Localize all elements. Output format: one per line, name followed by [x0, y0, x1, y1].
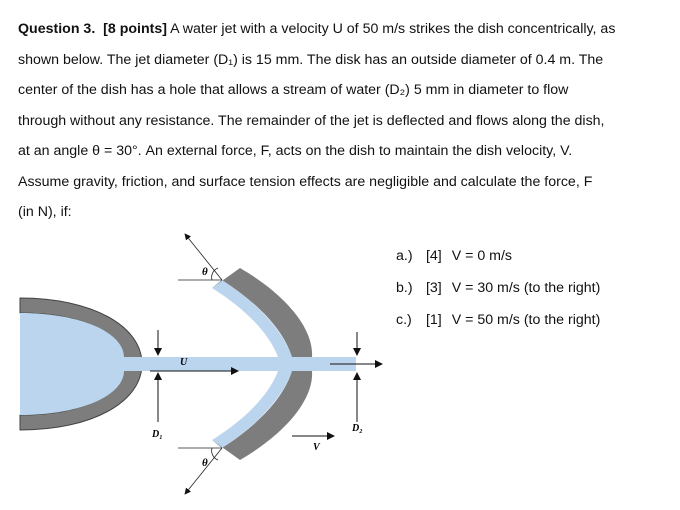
answer-part-label: a.) — [396, 248, 413, 264]
answer-text: V = 50 m/s (to the right) — [451, 312, 601, 328]
question-line-1-text: A water jet with a velocity U of 50 m/s strikes the dish concentrically, as — [170, 21, 616, 37]
d2-label: D₂ — [352, 423, 363, 434]
answer-item-b — [396, 272, 600, 304]
answer-points: [4] — [425, 248, 442, 264]
question-heading: Question 3. — [18, 21, 96, 37]
question-points: [8 points] — [103, 21, 167, 37]
question-line-1 — [18, 14, 668, 45]
answer-list — [396, 240, 600, 336]
answer-part-label: c.) — [396, 312, 412, 328]
question-line-3: center of the dish has a hole that allows a stream of water (D₂) 5 mm in diameter to flow — [18, 82, 569, 98]
answer-part-label: b.) — [396, 280, 413, 296]
question-line-6: Assume gravity, friction, and surface tension effects are negligible and calculate the force, F — [18, 173, 593, 190]
answer-text: V = 0 m/s — [451, 248, 513, 264]
theta-label-lower: θ — [202, 457, 208, 469]
question-text — [18, 14, 668, 228]
answer-points: [3] — [425, 280, 442, 296]
jet-dish-diagram — [0, 226, 400, 505]
answer-item-a — [396, 240, 600, 272]
answer-text: V = 30 m/s (to the right) — [451, 280, 601, 296]
question-line-4: through without any resistance. The remainder of the jet is deflected and flows along the dish, — [18, 112, 605, 129]
deflection-line-lower — [185, 448, 222, 494]
d1-label: D₁ — [152, 429, 163, 440]
water-jet — [20, 313, 278, 415]
question-line-7: (in N), if: — [18, 204, 72, 220]
v-label: V — [313, 442, 320, 453]
question-line-5: at an angle θ = 30°. An external force, F, acts on the dish to maintain the dish velocity, V. — [18, 143, 573, 159]
answer-item-c — [396, 304, 600, 336]
question-line-2: shown below. The jet diameter (D₁) is 15 mm. The disk has an outside diameter of 0.4 m. The — [18, 51, 604, 68]
answer-points: [1] — [425, 312, 442, 328]
jet-dish-figure — [0, 226, 400, 505]
u-label: U — [180, 357, 188, 368]
theta-label-upper: θ — [202, 266, 208, 278]
